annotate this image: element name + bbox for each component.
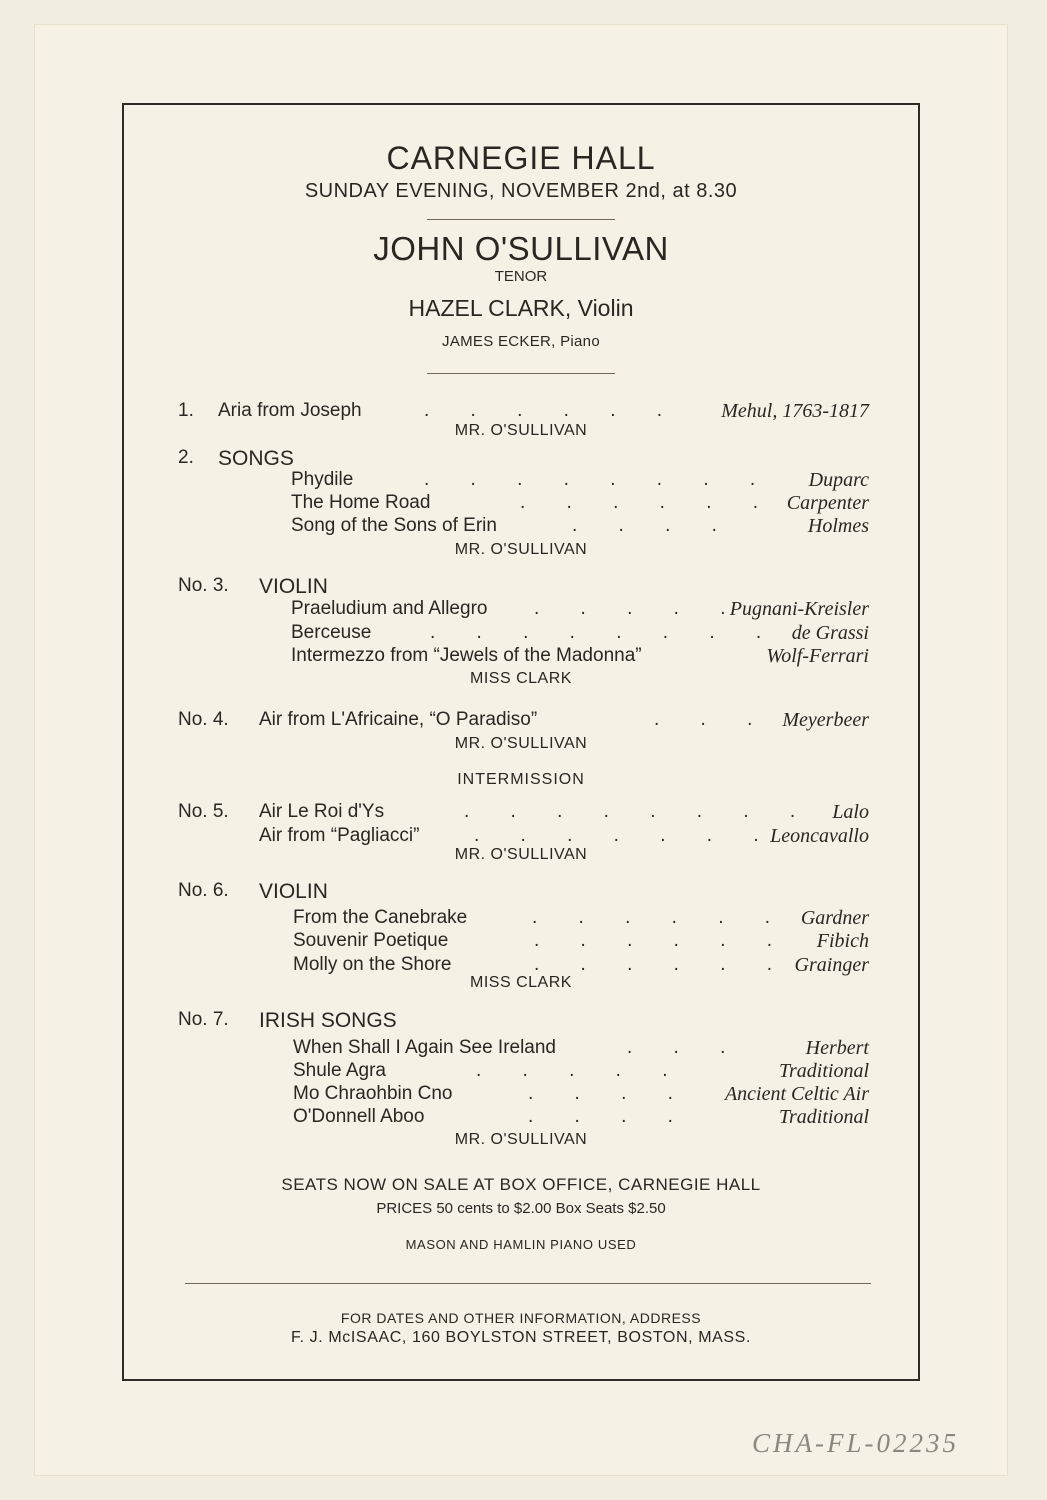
piece-title: Air from L'Africaine, “O Paradiso”: [259, 709, 538, 730]
composer: Leoncavallo: [770, 825, 869, 847]
leader-dots: . . . . . . . .: [424, 469, 774, 490]
leader-dots: . . . . . .: [534, 954, 791, 975]
item-number: No. 7.: [178, 1009, 229, 1030]
leader-dots: . . . .: [572, 515, 735, 536]
performer-credit: MR. O'SULLIVAN: [454, 541, 588, 558]
info-line: FOR DATES AND OTHER INFORMATION, ADDRESS: [340, 1310, 702, 1326]
contact-address: F. J. McISAAC, 160 BOYLSTON STREET, BOSTON, MASS.: [290, 1329, 752, 1346]
leader-dots: . . . .: [528, 1083, 691, 1104]
composer: Ancient Celtic Air: [724, 1083, 869, 1105]
piece-title: Souvenir Poetique: [293, 930, 449, 951]
piece-title: Molly on the Shore: [293, 954, 452, 975]
leader-dots: . . . . . . . .: [464, 801, 814, 822]
date-line: SUNDAY EVENING, NOVEMBER 2nd, at 8.30: [304, 180, 738, 202]
performer-credit: MR. O'SULLIVAN: [454, 846, 588, 863]
leader-dots: . . . . . .: [534, 930, 791, 951]
leader-dots: . . . . .: [534, 598, 744, 619]
composer: Lalo: [832, 801, 869, 823]
composer: Traditional: [778, 1060, 869, 1082]
piece-title: Shule Agra: [293, 1060, 386, 1081]
leader-dots: . . .: [627, 1037, 744, 1058]
ticket-prices: PRICES 50 cents to $2.00 Box Seats $2.50: [376, 1200, 666, 1217]
program-item: [0, 930, 1047, 956]
box-office-notice: SEATS NOW ON SALE AT BOX OFFICE, CARNEGIE HALL: [281, 1175, 761, 1194]
piece-title: Phydile: [291, 469, 354, 490]
composer: Traditional: [778, 1106, 869, 1128]
leader-dots: . . . . .: [476, 1060, 686, 1081]
pianist-name: JAMES ECKER, Piano: [442, 333, 600, 350]
voice-type: TENOR: [494, 268, 548, 285]
composer: Herbert: [805, 1037, 869, 1059]
piece-title: When Shall I Again See Ireland: [293, 1037, 557, 1058]
program-item: [0, 880, 1047, 906]
piece-title: Aria from Joseph: [218, 400, 362, 421]
item-number: 2.: [178, 447, 194, 468]
program-item: [0, 645, 1047, 671]
composer: de Grassi: [791, 622, 869, 644]
leader-dots: . . . .: [528, 1106, 691, 1127]
catalog-stamp: CHA-FL-02235: [752, 1428, 959, 1458]
composer: Meyerbeer: [782, 709, 869, 731]
venue-title: CARNEGIE HALL: [386, 140, 656, 176]
composer: Mehul, 1763-1817: [721, 400, 869, 422]
composer: Pugnani-Kreisler: [729, 598, 869, 620]
divider: [427, 373, 615, 374]
performer-credit: MR. O'SULLIVAN: [454, 422, 588, 439]
violinist-name: HAZEL CLARK, Violin: [408, 295, 634, 321]
program-item: [0, 1009, 1047, 1035]
performer-credit: MR. O'SULLIVAN: [454, 735, 588, 752]
item-number: No. 3.: [178, 575, 229, 596]
piece-title: O'Donnell Aboo: [293, 1106, 425, 1127]
piece-title: Mo Chraohbin Cno: [293, 1083, 453, 1104]
performer-credit: MISS CLARK: [470, 670, 572, 687]
performer-name: JOHN O'SULLIVAN: [373, 230, 669, 267]
piece-title: Praeludium and Allegro: [291, 598, 488, 619]
leader-dots: . . . . . .: [424, 400, 681, 421]
composer: Fibich: [816, 930, 869, 952]
piece-title: Berceuse: [291, 622, 372, 643]
piece-title: The Home Road: [291, 492, 431, 513]
piece-title: Song of the Sons of Erin: [291, 515, 497, 536]
composer: Carpenter: [786, 492, 869, 514]
performer-credit: MISS CLARK: [470, 974, 572, 991]
piece-title: Intermezzo from “Jewels of the Madonna”: [291, 645, 642, 666]
item-number: No. 6.: [178, 880, 229, 901]
program-item: [0, 709, 1047, 735]
leader-dots: . . .: [654, 709, 771, 730]
composer: Duparc: [808, 469, 869, 491]
piece-title: Air Le Roi d'Ys: [259, 801, 385, 822]
performer-credit: MR. O'SULLIVAN: [454, 1131, 588, 1148]
composer: Wolf-Ferrari: [766, 645, 869, 667]
divider: [427, 219, 615, 220]
program-item: [0, 1106, 1047, 1132]
leader-dots: . . . . . .: [532, 907, 789, 928]
item-number: No. 5.: [178, 801, 229, 822]
composer: Holmes: [807, 515, 869, 537]
program-item: [0, 515, 1047, 541]
program-item: [0, 801, 1047, 827]
section-title: VIOLIN: [259, 880, 328, 903]
leader-dots: . . . . . .: [520, 492, 777, 513]
piano-credit: MASON AND HAMLIN PIANO USED: [405, 1237, 637, 1252]
footer-divider: [185, 1283, 871, 1284]
program-item: [0, 598, 1047, 624]
leader-dots: . . . . . . . .: [430, 622, 780, 643]
item-number: 1.: [178, 400, 194, 421]
leader-dots: . . . . . . .: [474, 825, 777, 846]
intermission-label: INTERMISSION: [457, 771, 585, 788]
section-title: IRISH SONGS: [259, 1009, 397, 1032]
piece-title: From the Canebrake: [293, 907, 468, 928]
section-title: SONGS: [218, 447, 294, 470]
section-title: VIOLIN: [259, 575, 328, 598]
composer: Gardner: [800, 907, 869, 929]
piece-title: Air from “Pagliacci”: [259, 825, 420, 846]
item-number: No. 4.: [178, 709, 229, 730]
composer: Grainger: [794, 954, 869, 976]
